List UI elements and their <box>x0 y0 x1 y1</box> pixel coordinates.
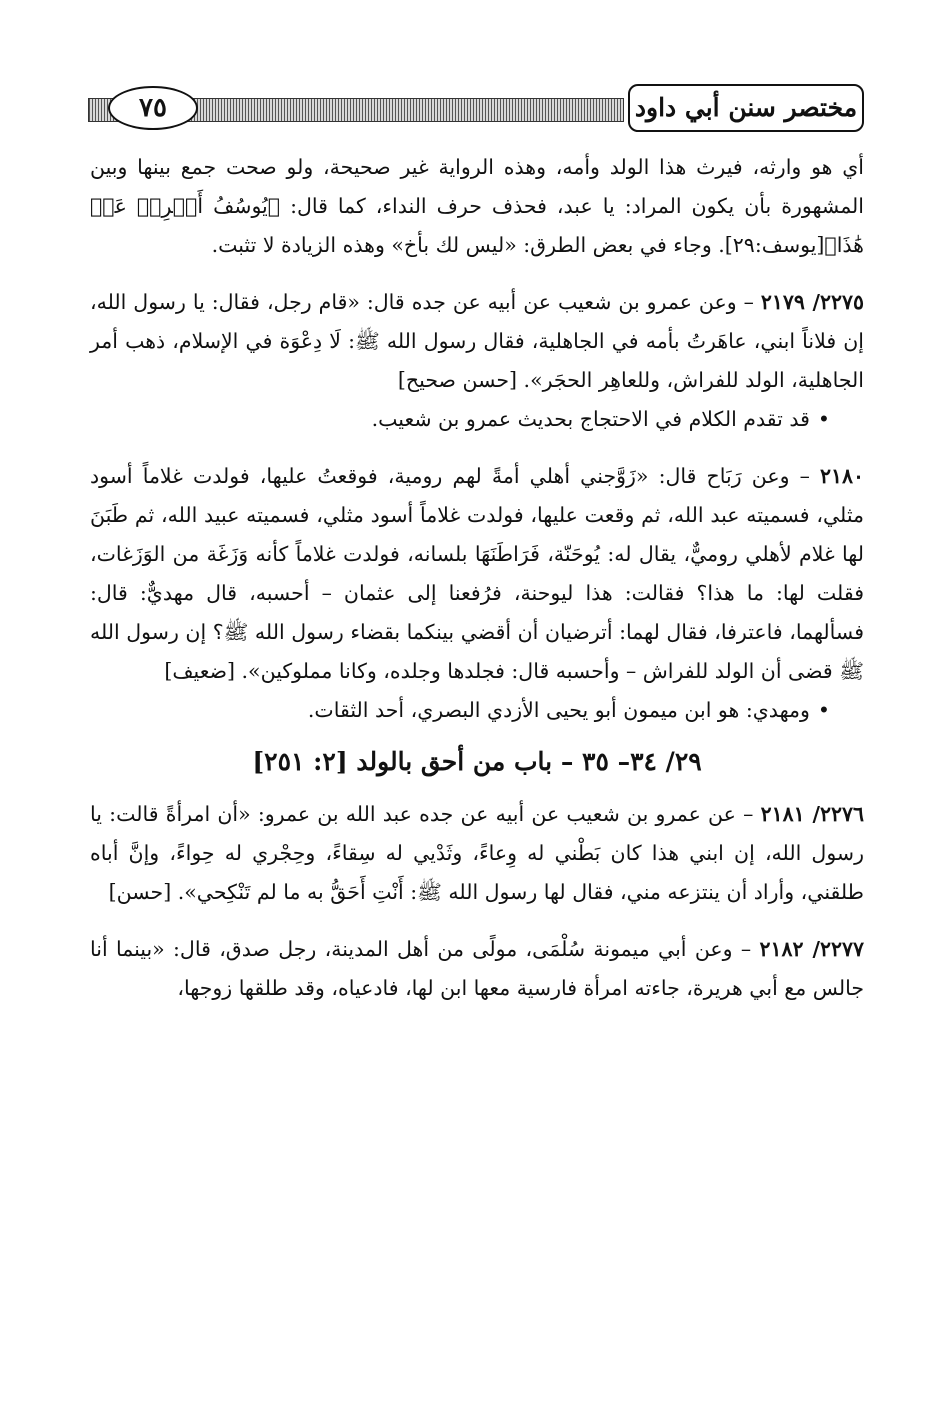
bullet-icon: • <box>817 698 830 722</box>
bullet-icon: • <box>817 407 830 431</box>
hadith-2276 <box>90 795 864 912</box>
page-body <box>90 148 864 1008</box>
hadith-number: ٢٢٧٦/ ٢١٨١ <box>760 802 864 826</box>
section-heading: ٢٩/ ٣٤– ٣٥ – باب من أحق بالولد [٢: ٢٥١] <box>252 747 702 776</box>
page-number: ٧٥ <box>108 86 198 130</box>
book-title: مختصر سنن أبي داود <box>628 84 864 132</box>
commentary-note <box>90 691 864 730</box>
note-text: قد تقدم الكلام في الاحتجاج بحديث عمرو بن شعيب. <box>371 407 810 431</box>
hadith-number: ٢٢٧٧/ ٢١٨٢ <box>759 937 864 961</box>
hadith-2180 <box>90 457 864 691</box>
page-header <box>88 84 864 136</box>
hadith-text: – وعن عمرو بن شعيب عن أبيه عن جده قال: «قام رجل، فقال: يا رسول الله، إن فلاناً ابني، عاهَرتُ بأمه في الجاهلية، فقال رسول الله ﷺ: لَا دِعْوَة في الإسلام، ذهب أمر الجاهلية، الولد للفراش، وللعاهِر الحجَر». [حسن صحيح] <box>90 290 864 392</box>
hadith-text: – عن عمرو بن شعيب عن أبيه عن جده عبد الله بن عمرو: «أن امرأةً قالت: يا رسول الله، إن ابني هذا كان بَطْني له وِعاءً، وثَدْيي له سِقاءً، وحِجْري له حِواءً، وإنَّ أباه طلقني، وأراد أن ينتزعه مني، فقال لها رسول الله ﷺ: أَنْتِ أَحَقُّ به ما لم تَنْكِحي». [حسن] <box>90 802 864 904</box>
hadith-text: – وعن أبي ميمونة سُلْمَى، مولًى من أهل المدينة، رجل صدق، قال: «بينما أنا جالس مع أبي هريرة، جاءته امرأة فارسية معها ابن لها، فادعياه، وقد طلقها زوجها، <box>90 937 864 1000</box>
hadith-number: ٢٢٧٥/ ٢١٧٩ <box>760 290 864 314</box>
hadith-2277 <box>90 930 864 1008</box>
hadith-number: ٢١٨٠ <box>819 464 864 488</box>
commentary-note <box>90 400 864 439</box>
hadith-2275 <box>90 283 864 400</box>
paragraph-commentary: أي هو وارثه، فيرث هذا الولد وأمه، وهذه الرواية غير صحيحة، ولو صحت جمع بينها وبين المشهورة بأن يكون المراد: يا عبد، فحذف حرف النداء، كما قال: ﴿يُوسُفُ أَعۡرِضۡ عَنۡ هَٰذَا﴾[يوسف:٢٩]. وجاء في بعض الطرق: «ليس لك بأخ» وهذه الزيادة لا تثبت. <box>90 155 864 257</box>
hadith-text: – وعن رَبَاح قال: «زَوَّجني أهلي أمةً لهم رومية، فوقعتُ عليها، فولدت غلاماً أسود مثلي، فسميته عبد الله، ثم وقعت عليها، فولدت غلاماً أسود مثلي، فسميته عبيد الله، ثم طَبَنَ لها غلام لأهلي روميٌّ، يقال له: يُوحَنّة، فَرَاطَنَهَا بلسانه، فولدت غلاماً كأنه وَزَغَة من الوَزَغات، فقلت لها: ما هذا؟ فقالت: هذا ليوحنة، فرُفعنا إلى عثمان – أحسبه، قال مهديٌّ: قال: فسألهما، فاعترفا، فقال لهما: أترضيان أن أقضي بينكما بقضاء رسول الله ﷺ؟ إن رسول الله ﷺ قضى أن الولد للفراش – وأحسبه قال: فجلدها وجلده، وكانا مملوكين». [ضعيف] <box>90 464 864 683</box>
note-text: ومهدي: هو ابن ميمون أبو يحيى الأزدي البصري، أحد الثقات. <box>307 698 810 722</box>
